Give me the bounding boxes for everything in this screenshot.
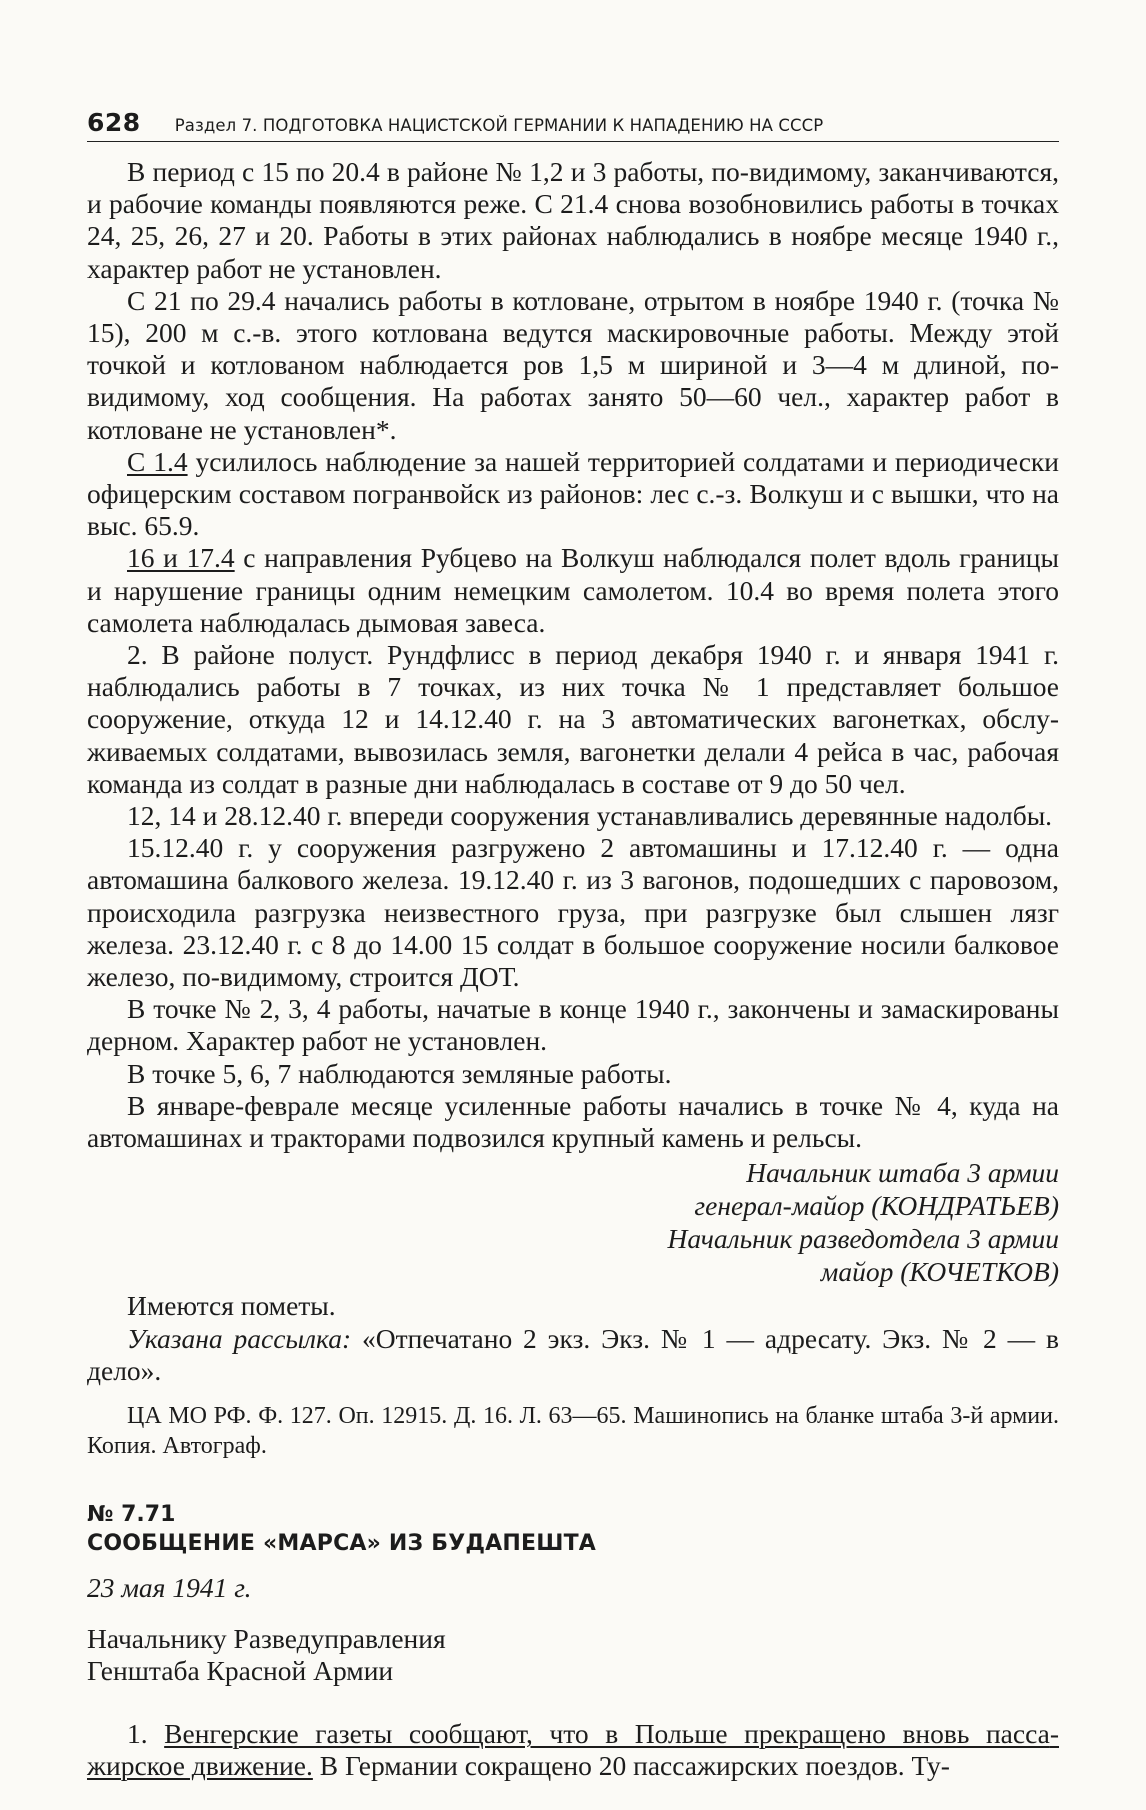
document-number: № 7.71 [87,1502,176,1528]
document-page [87,108,1059,1810]
paragraph [87,1718,1059,1782]
underlined-date: 16 и 17.4 [127,542,235,574]
running-title: Раздел 7. ПОДГОТОВКА НАЦИСТСКОЙ ГЕРМАНИИ К НАПАДЕНИЮ НА СССР [174,116,824,135]
underlined-text: Венгерские газеты сообщают, что в Польше прекращено вновь пассажирское движение. [87,1718,1059,1782]
document-date: 23 мая 1941 г. [87,1572,252,1604]
paragraph [87,446,1059,543]
addressee-line: Генштаба Красной Армии [87,1655,394,1687]
document-notes [87,1289,1059,1387]
page-number: 628 [87,108,141,137]
paragraph: 12, 14 и 28.12.40 г. впереди сооружения устанавливались деревянные надолбы. [127,800,1053,832]
remarks-note: Имеются пометы. [127,1290,336,1322]
paragraph-text: с направления Рубцево на Волкуш наблюдался полет вдоль границы и нарушение границы одним немецким самолетом. 10.4 во время полета этого самолета наблюдалась дымовая завеса. [87,542,1059,638]
signature-line: Начальник разведотдела 3 армии [667,1223,1059,1255]
paragraph: 2. В районе полуст. Рундфлисс в период декабря 1940 г. и января 1941 г. наблюдались работы в 7 точках, из них точка № 1 представляет большое сооружение, откуда 12 и 14.12.40 г. на 3 автоматических вагонетках, обслуживаемых солдатами, вывозилась земля, вагонетки делали 4 рейса в час, рабочая команда из солдат в разные дни наблюдалась в составе от 9 до 50 чел. [87,639,1059,799]
paragraph: В период с 15 по 20.4 в районе № 1,2 и 3 работы, по-видимому, заканчиваются, и рабочие команды появляются реже. С 21.4 снова возобновились работы в точках 24, 25, 26, 27 и 20. Работы в этих районах наблюдались в ноябре месяце 1940 г., характер работ не установлен. [87,156,1059,284]
distribution-text: «Отпечатано 2 экз. Экз. № 1 — адресату. Экз. № 2 — в дело». [87,1323,1059,1387]
paragraph: В точке № 2, 3, 4 работы, начатые в конце 1940 г., закончены и замаскированы дерном. Характер работ не установлен. [87,993,1059,1057]
page-header [87,108,1059,142]
paragraph [87,542,1059,639]
distribution-note [87,1323,1059,1387]
signature-line: генерал-майор (КОНДРАТЬЕВ) [694,1190,1059,1222]
paragraph-number: 1. [127,1718,165,1750]
paragraph: В точке 5, 6, 7 наблюдаются земляные работы. [127,1057,672,1089]
paragraph: 15.12.40 г. у сооружения разгружено 2 автомашины и 17.12.40 г. — одна автомашина балкового железа. 19.12.40 г. из 3 вагонов, подошедших с паровозом, происходила разгрузка неизвестного груза, при разгрузке был слышен лязг железа. 23.12.40 г. с 8 до 14.00 15 солдат в большое сооружение носили балковое железо, по-видимому, строится ДОТ. [87,832,1059,993]
distribution-label: Указана рассылка: [127,1323,352,1355]
addressee-block [87,1623,1059,1687]
signature-block [87,1156,1059,1288]
document-title: СООБЩЕНИЕ «МАРСА» ИЗ БУДАПЕШТА [87,1531,597,1557]
signature-line: майор (КОЧЕТКОВ) [820,1256,1059,1288]
paragraph-text: В Германии сокращено 20 пассажирских поездов. Ту- [312,1750,950,1782]
underlined-date: С 1.4 [127,445,188,477]
report-body [87,156,1059,1154]
paragraph: В январе-феврале месяце усиленные работы начались в точке № 4, куда на автомашинах и тракторами подвозился крупный камень и рельсы. [87,1089,1059,1154]
archive-reference: ЦА МО РФ. Ф. 127. Оп. 12915. Д. 16. Л. 63—65. Машинопись на бланке штаба 3-й армии. Копия. Автограф. [87,1403,1059,1460]
signature-line: Начальник штаба 3 армии [746,1157,1059,1189]
addressee-line: Начальнику Разведуправления [87,1623,446,1655]
paragraph-text: усилилось наблюдение за нашей территорией солдатами и периодически офицерским составом погранвойск из районов: лес с.-з. Волкуш и с вышки, что на выс. 65.9. [87,445,1059,542]
paragraph: С 21 по 29.4 начались работы в котловане, отрытом в ноябре 1940 г. (точка № 15), 200 м с.-в. этого котлована ведутся маскировочные работы. Между этой точкой и котлованом наблюдается ров 1,5 м шириной и 3—4 м длиной, по-видимому, ход сообщения. На работах занято 50—60 чел., характер работ в котловане не установлен*. [87,284,1059,445]
